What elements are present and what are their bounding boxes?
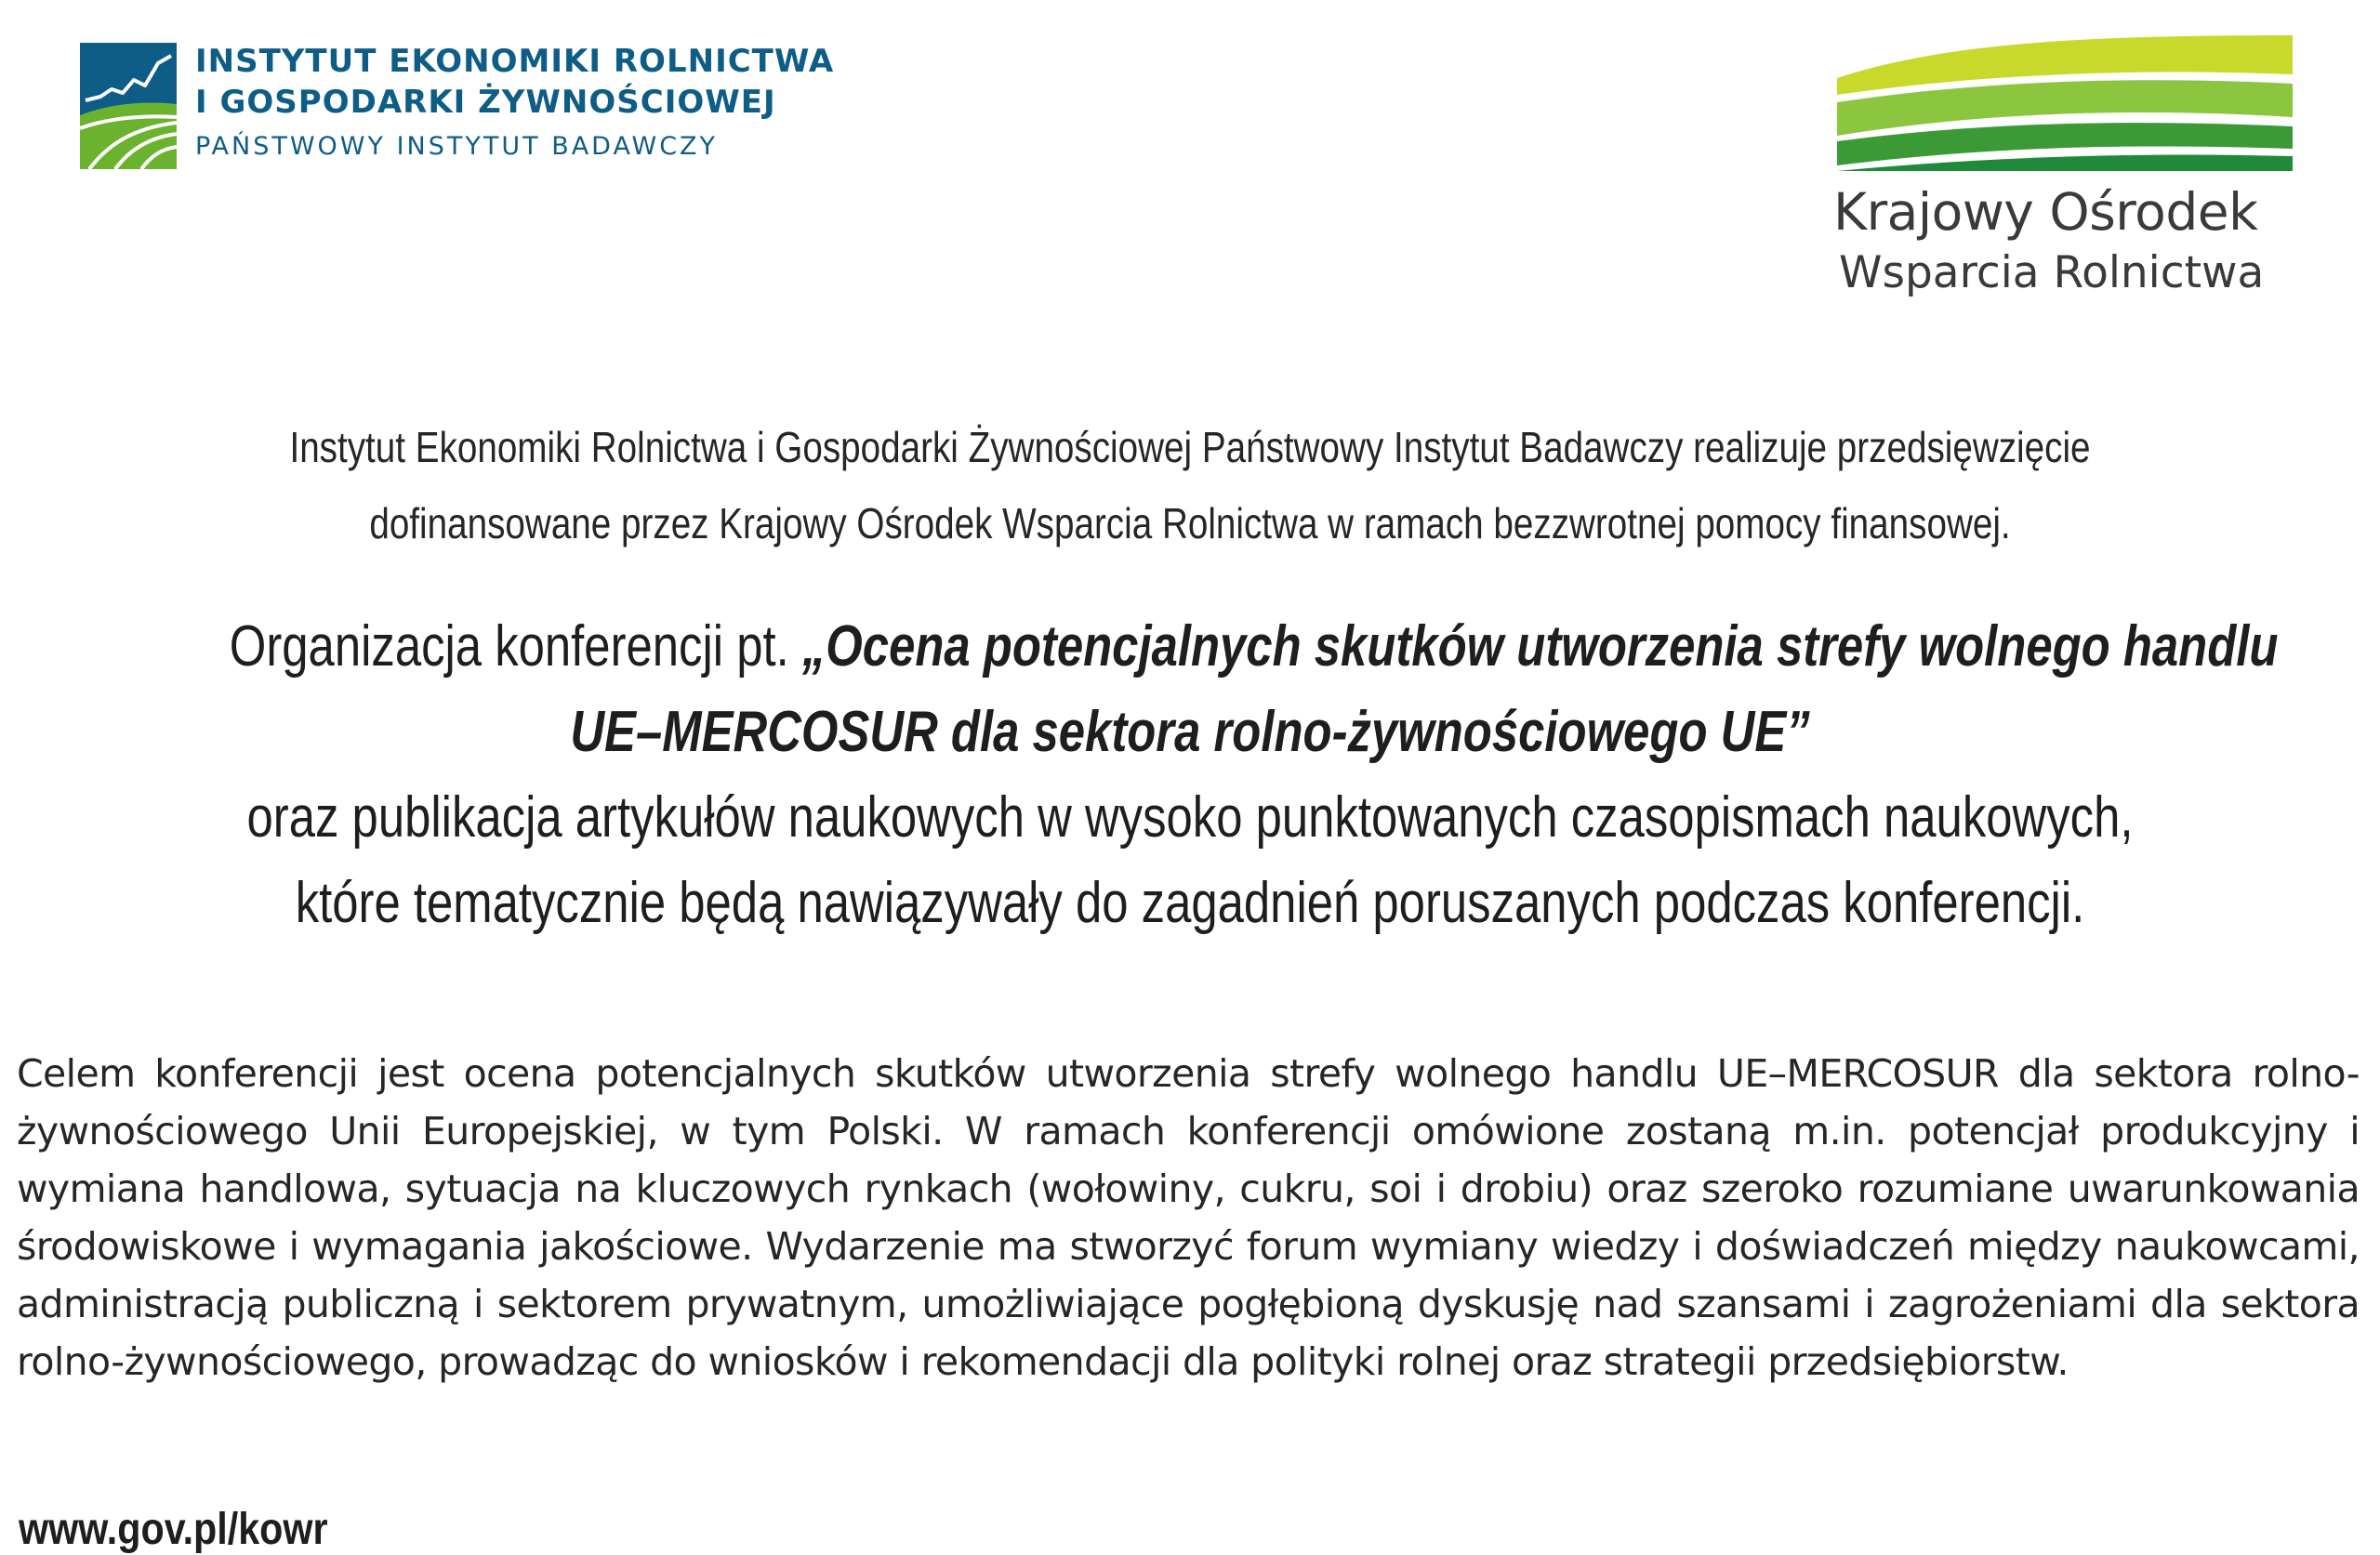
ierigz-logo-line3: PAŃSTWOWY INSTYTUT BADAWCZY (195, 132, 719, 161)
title-quoted-line1: „Ocena potencjalnych skutków utworzenia strefy wolnego handlu (801, 614, 2279, 679)
kowr-logo-name-line1: Krajowy Ośrodek (1833, 182, 2258, 242)
website-link[interactable]: www.gov.pl/kowr (19, 1505, 328, 1554)
title-line4: które tematycznie będą nawiązywały do zagadnień poruszanych podczas konferencji. (295, 871, 2085, 935)
kowr-logo-name-line2: Wsparcia Rolnictwa (1839, 247, 2265, 298)
title-line3: oraz publikacja artykułów naukowych w wysoko punktowanych czasopismach naukowych, (246, 785, 2134, 850)
intro-text (237, 409, 2143, 561)
title-quoted-line2: UE–MERCOSUR dla sektora rolno-żywnościowego UE” (570, 700, 1810, 764)
ierigz-logo-line1: INSTYTUT EKONOMIKI ROLNICTWA (195, 43, 835, 80)
ierigz-logo (80, 39, 842, 178)
title-prefix: Organizacja konferencji pt. (229, 614, 802, 679)
kowr-logo (1822, 32, 2306, 310)
conference-title (229, 604, 2279, 946)
intro-line1: Instytut Ekonomiki Rolnictwa i Gospodarki Żywnościowej Państwowy Instytut Badawczy realizuje przedsięwzięcie (289, 423, 2091, 471)
kowr-fields-icon (1837, 32, 2293, 171)
intro-line2: dofinansowane przez Krajowy Ośrodek Wsparcia Rolnictwa w ramach bezzwrotnej pomocy finansowej. (369, 499, 2011, 547)
ierigz-logo-line2: I GOSPODARKI ŻYWNOŚCIOWEJ (195, 84, 776, 121)
title-line1 (229, 604, 2279, 690)
ierigz-emblem-icon (80, 43, 177, 169)
conference-description: Celem konferencji jest ocena potencjalnych skutków utworzenia strefy wolnego handlu UE–MERCOSUR dla sektora rolno-żywnościowego Unii Europejskiej, w tym Polski. W ramach konferencji omówione zostaną m.in. potencjał produkcyjny i wymiana handlowa, sytuacja na kluczowych rynkach (wołowiny, cukru, soi i drobiu) oraz szeroko rozumiane uwarunkowania środowiskowe i wymagania jakościowe. Wydarzenie ma stworzyć forum wymiany wiedzy i doświadczeń między naukowcami, administracją publiczną i sektorem prywatnym, umożliwiające pogłębioną dyskusję nad szansami i zagrożeniami dla sektora rolno-żywnościowego, prowadząc do wniosków i rekomendacji dla polityki rolnej oraz strategii przedsiębiorstw. (17, 1051, 2360, 1384)
